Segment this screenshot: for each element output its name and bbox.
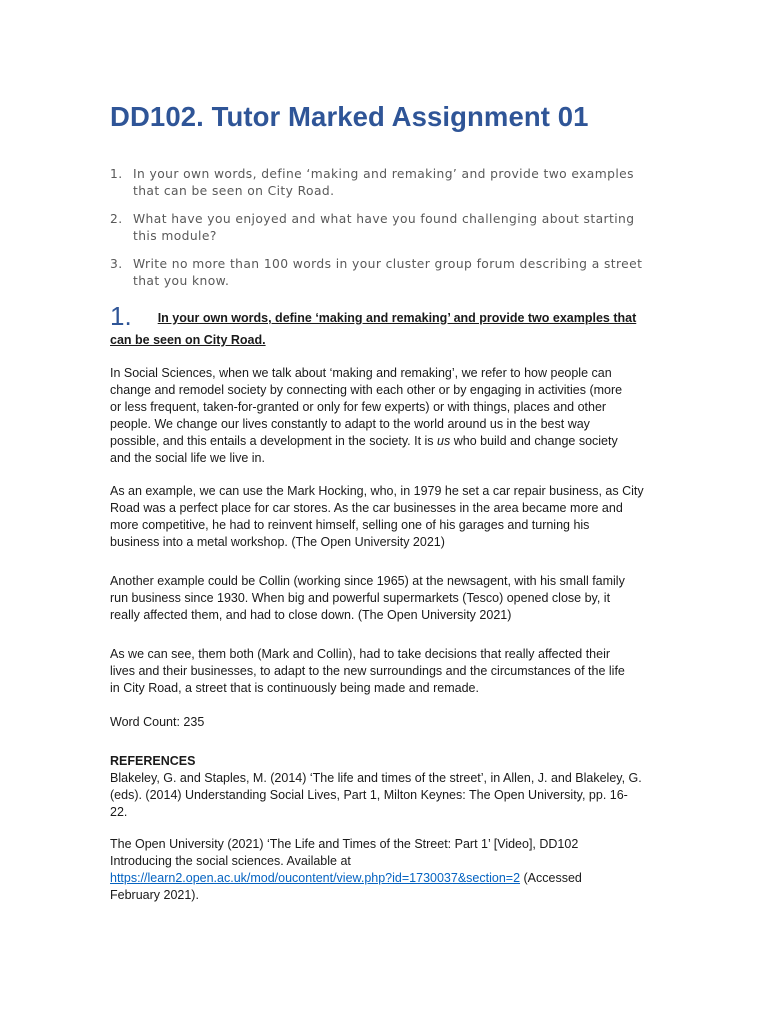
paragraph (110, 483, 660, 551)
text-segment: who build and change society (450, 434, 618, 449)
text-line: and the social life we live in. (110, 451, 265, 466)
answer-body (110, 365, 660, 919)
question-list (110, 166, 670, 301)
text-line: run business since 1930. When big and powerful supermarkets (Tesco) opened close by, it (110, 591, 611, 606)
paragraph (110, 365, 660, 468)
reference-entry (110, 836, 660, 904)
answer-heading (110, 301, 670, 351)
reference-entry (110, 770, 660, 821)
list-item (110, 256, 670, 290)
answer-question-line: can be seen on City Road. (110, 333, 266, 347)
question-line: this module? (133, 229, 217, 243)
document-title: DD102. Tutor Marked Assignment 01 (110, 101, 589, 132)
text-line (110, 433, 660, 450)
list-item (110, 211, 670, 245)
text-line: lives and their businesses, to adapt to the new surroundings and the circumstances of the life (110, 664, 625, 679)
text-line: in City Road, a street that is continuously being made and remade. (110, 681, 479, 696)
text-line: Another example could be Collin (working since 1965) at the newsagent, with his small family (110, 573, 625, 588)
list-number: 3. (110, 257, 123, 271)
list-number: 2. (110, 212, 123, 226)
reference-link[interactable]: https://learn2.open.ac.uk/mod/oucontent/view.php?id=1730037&section=2 (110, 871, 521, 886)
text-line: really affected them, and had to close down. (The Open University 2021) (110, 608, 512, 623)
emphasis: us (437, 434, 451, 449)
word-count: Word Count: 235 (110, 714, 205, 729)
list-item (110, 166, 670, 200)
text-line: Introducing the social sciences. Available at (110, 854, 351, 869)
list-number: 1. (110, 167, 123, 181)
text-line: In Social Sciences, when we talk about ‘making and remaking’, we refer to how people can (110, 366, 612, 380)
text-line: people. We change our lives constantly to adapt to the world around us in the best way (110, 417, 590, 432)
text-line: change and remodel society by connecting with each other or by engaging in activities (more (110, 383, 623, 398)
question-line: that can be seen on City Road. (133, 184, 335, 198)
question-line: that you know. (133, 274, 230, 288)
paragraph (110, 646, 660, 697)
question-line: What have you enjoyed and what have you found challenging about starting (133, 212, 635, 226)
text-line: As we can see, them both (Mark and Collin), had to take decisions that really affected their (110, 647, 611, 662)
text-line (110, 870, 660, 887)
question-line: In your own words, define ‘making and remaking’ and provide two examples (133, 167, 634, 181)
text-line: Blakeley, G. and Staples, M. (2014) ‘The life and times of the street’, in Allen, J. and Blakeley, G. (110, 770, 642, 785)
references-heading: REFERENCES (110, 753, 196, 768)
answer-number: 1. (110, 301, 132, 331)
text-segment: possible, and this entails a development in the society. It is (110, 434, 438, 449)
paragraph (110, 573, 660, 624)
text-line: 22. (110, 804, 128, 819)
text-line: (eds). (2014) Understanding Social Lives, Part 1, Milton Keynes: The Open University, pp. 16- (110, 787, 628, 802)
text-line: As an example, we can use the Mark Hocking, who, in 1979 he set a car repair business, as City (110, 483, 644, 498)
answer-question-line: In your own words, define ‘making and remaking’ and provide two examples that (157, 311, 637, 325)
text-line: business into a metal workshop. (The Open University 2021) (110, 534, 445, 549)
text-line: The Open University (2021) ‘The Life and Times of the Street: Part 1’ [Video], DD102 (110, 836, 579, 851)
text-line: more competitive, he had to reinvent himself, selling one of his garages and turning his (110, 517, 590, 532)
question-line: Write no more than 100 words in your cluster group forum describing a street (133, 257, 643, 271)
text-segment: (Accessed (520, 871, 582, 886)
text-line: February 2021). (110, 888, 199, 903)
text-line: Road was a perfect place for car stores. As the car businesses in the area became more and (110, 500, 623, 515)
text-line: or less frequent, taken-for-granted or only for few experts) or with things, places and other (110, 400, 607, 415)
